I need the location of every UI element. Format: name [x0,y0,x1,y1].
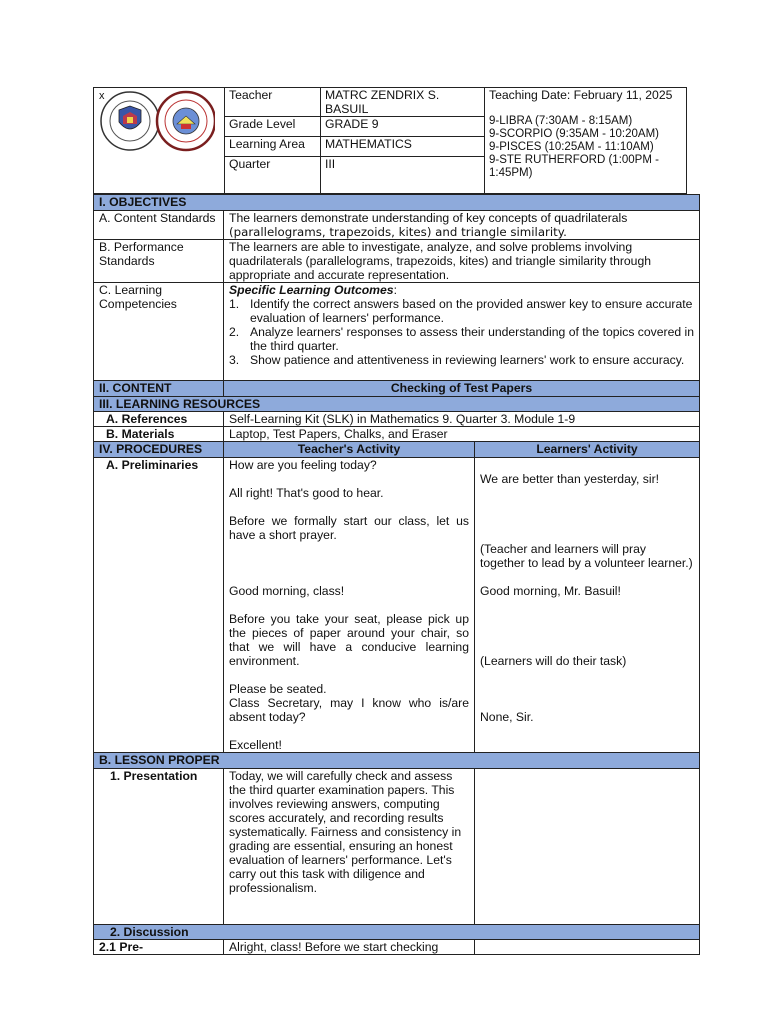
section-resources: III. LEARNING RESOURCES [94,397,700,412]
teacher-line: Before we formally start our class, let us have a short prayer. [229,514,469,542]
header-label: Grade Level [225,117,321,137]
content-standards-label: A. Content Standards [94,211,224,240]
competencies-label: C. Learning Competencies [94,283,224,381]
lesson-plan-table [93,194,700,955]
performance-standards-label: B. Performance Standards [94,240,224,283]
presentation-label: 1. Presentation [94,769,224,925]
header-value: GRADE 9 [321,117,485,137]
teacher-activity [224,458,475,753]
section-objectives: I. OBJECTIVES [94,195,700,211]
presentation-learner [475,769,700,925]
learner-line: None, Sir. [480,710,534,724]
teacher-line: Before you take your seat, please pick up the pieces of paper around your chair, so that we will have a conducive learning environment. [229,612,469,668]
references-label: A. References [94,412,224,427]
presentation-text: Today, we will carefully check and assess the third quarter examination papers. This involves reviewing answers, computing scores accurately, and recording results systematically. Fairness and consistency in grading are essential, ensuring an honest evaluation of learners' performance. Let's carry out this task with diligence and professionalism. [224,769,475,925]
performance-standards-text: The learners are able to investigate, analyze, and solve problems involving quadrilaterals (parallelograms, trapezoids, kites) and triangle similarity through appropriate and accurate representation. [224,240,700,283]
pre-text: Alright, class! Before we start checking [224,940,475,955]
section-content: II. CONTENT [94,381,224,397]
materials-label: B. Materials [94,427,224,442]
outcome-item: 1. Identify the correct answers based on the provided answer key to ensure accurate evaluation of learners' performance. [229,297,693,325]
discussion-label: 2. Discussion [94,925,700,940]
content-topic: Checking of Test Papers [224,381,700,397]
teacher-line: Excellent! [229,738,282,752]
pre-learner [475,940,700,955]
outcome-item: 2. Analyze learners' responses to assess their understanding of the topics covered in the third quarter. [229,325,695,353]
logo-cell [94,88,225,194]
header-value: MATHEMATICS [321,137,485,157]
references-text: Self-Learning Kit (SLK) in Mathematics 9. Quarter 3. Module 1-9 [224,412,700,427]
content-standards-line: (parallelograms, trapezoids, kites) and triangle similarity. [229,225,567,239]
header-label: Teacher [225,88,321,117]
header-label: Quarter [225,157,321,194]
schedule-item: 9-STE RUTHERFORD (1:00PM - 1:45PM) [489,154,659,179]
section-lesson-proper: B. LESSON PROPER [94,753,700,769]
learner-activity-header: Learners' Activity [475,442,700,458]
preliminaries-label: A. Preliminaries [94,458,224,753]
teaching-date: Teaching Date: February 11, 2025 [489,88,673,102]
competencies-text: Specific Learning Outcomes: 1. Identify the correct answers based on the provided answer key to ensure accurate evaluation of learners' performance. 2. Analyze learners' responses to assess their understanding of the topics covered in the third quarter. 3. Show patience and attentiveness in reviewing learners' work to ensure accuracy. [224,283,700,381]
schedule-cell [485,88,687,194]
content-standards-line: The learners demonstrate understanding of key concepts of quadrilaterals [229,211,628,225]
learner-line: Good morning, Mr. Basuil! [480,584,621,598]
header-value: MATRC ZENDRIX S. BASUIL [321,88,485,117]
schedule-item: 9-SCORPIO (9:35AM - 10:20AM) [489,128,659,140]
header-table [93,87,687,194]
corner-mark: x [99,90,105,102]
teacher-activity-header: Teacher's Activity [224,442,475,458]
header-label: Learning Area [225,137,321,157]
teacher-line: All right! That's good to hear. [229,486,384,500]
materials-text: Laptop, Test Papers, Chalks, and Eraser [224,427,700,442]
learner-line: (Teacher and learners will pray together to lead by a volunteer learner.) [480,542,693,570]
pre-label: 2.1 Pre- [94,940,224,955]
learner-line: We are better than yesterday, sir! [480,472,660,486]
section-procedures: IV. PROCEDURES [94,442,224,458]
learner-activity [475,458,700,753]
outcomes-title: Specific Learning Outcomes [229,283,394,297]
teacher-line: Class Secretary, may I know who is/are absent today? [229,696,469,724]
learner-line: (Learners will do their task) [480,654,627,668]
teacher-line: Please be seated. [229,682,327,696]
content-standards-text [224,211,700,240]
schedule-item: 9-PISCES (10:25AM - 11:10AM) [489,141,654,153]
teacher-line: How are you feeling today? [229,458,377,472]
schedule-item: 9-LIBRA (7:30AM - 8:15AM) [489,115,633,127]
outcome-item: 3. Show patience and attentiveness in reviewing learners' work to ensure accuracy. [229,353,685,367]
header-value: III [321,157,485,194]
teacher-line: Good morning, class! [229,584,345,598]
